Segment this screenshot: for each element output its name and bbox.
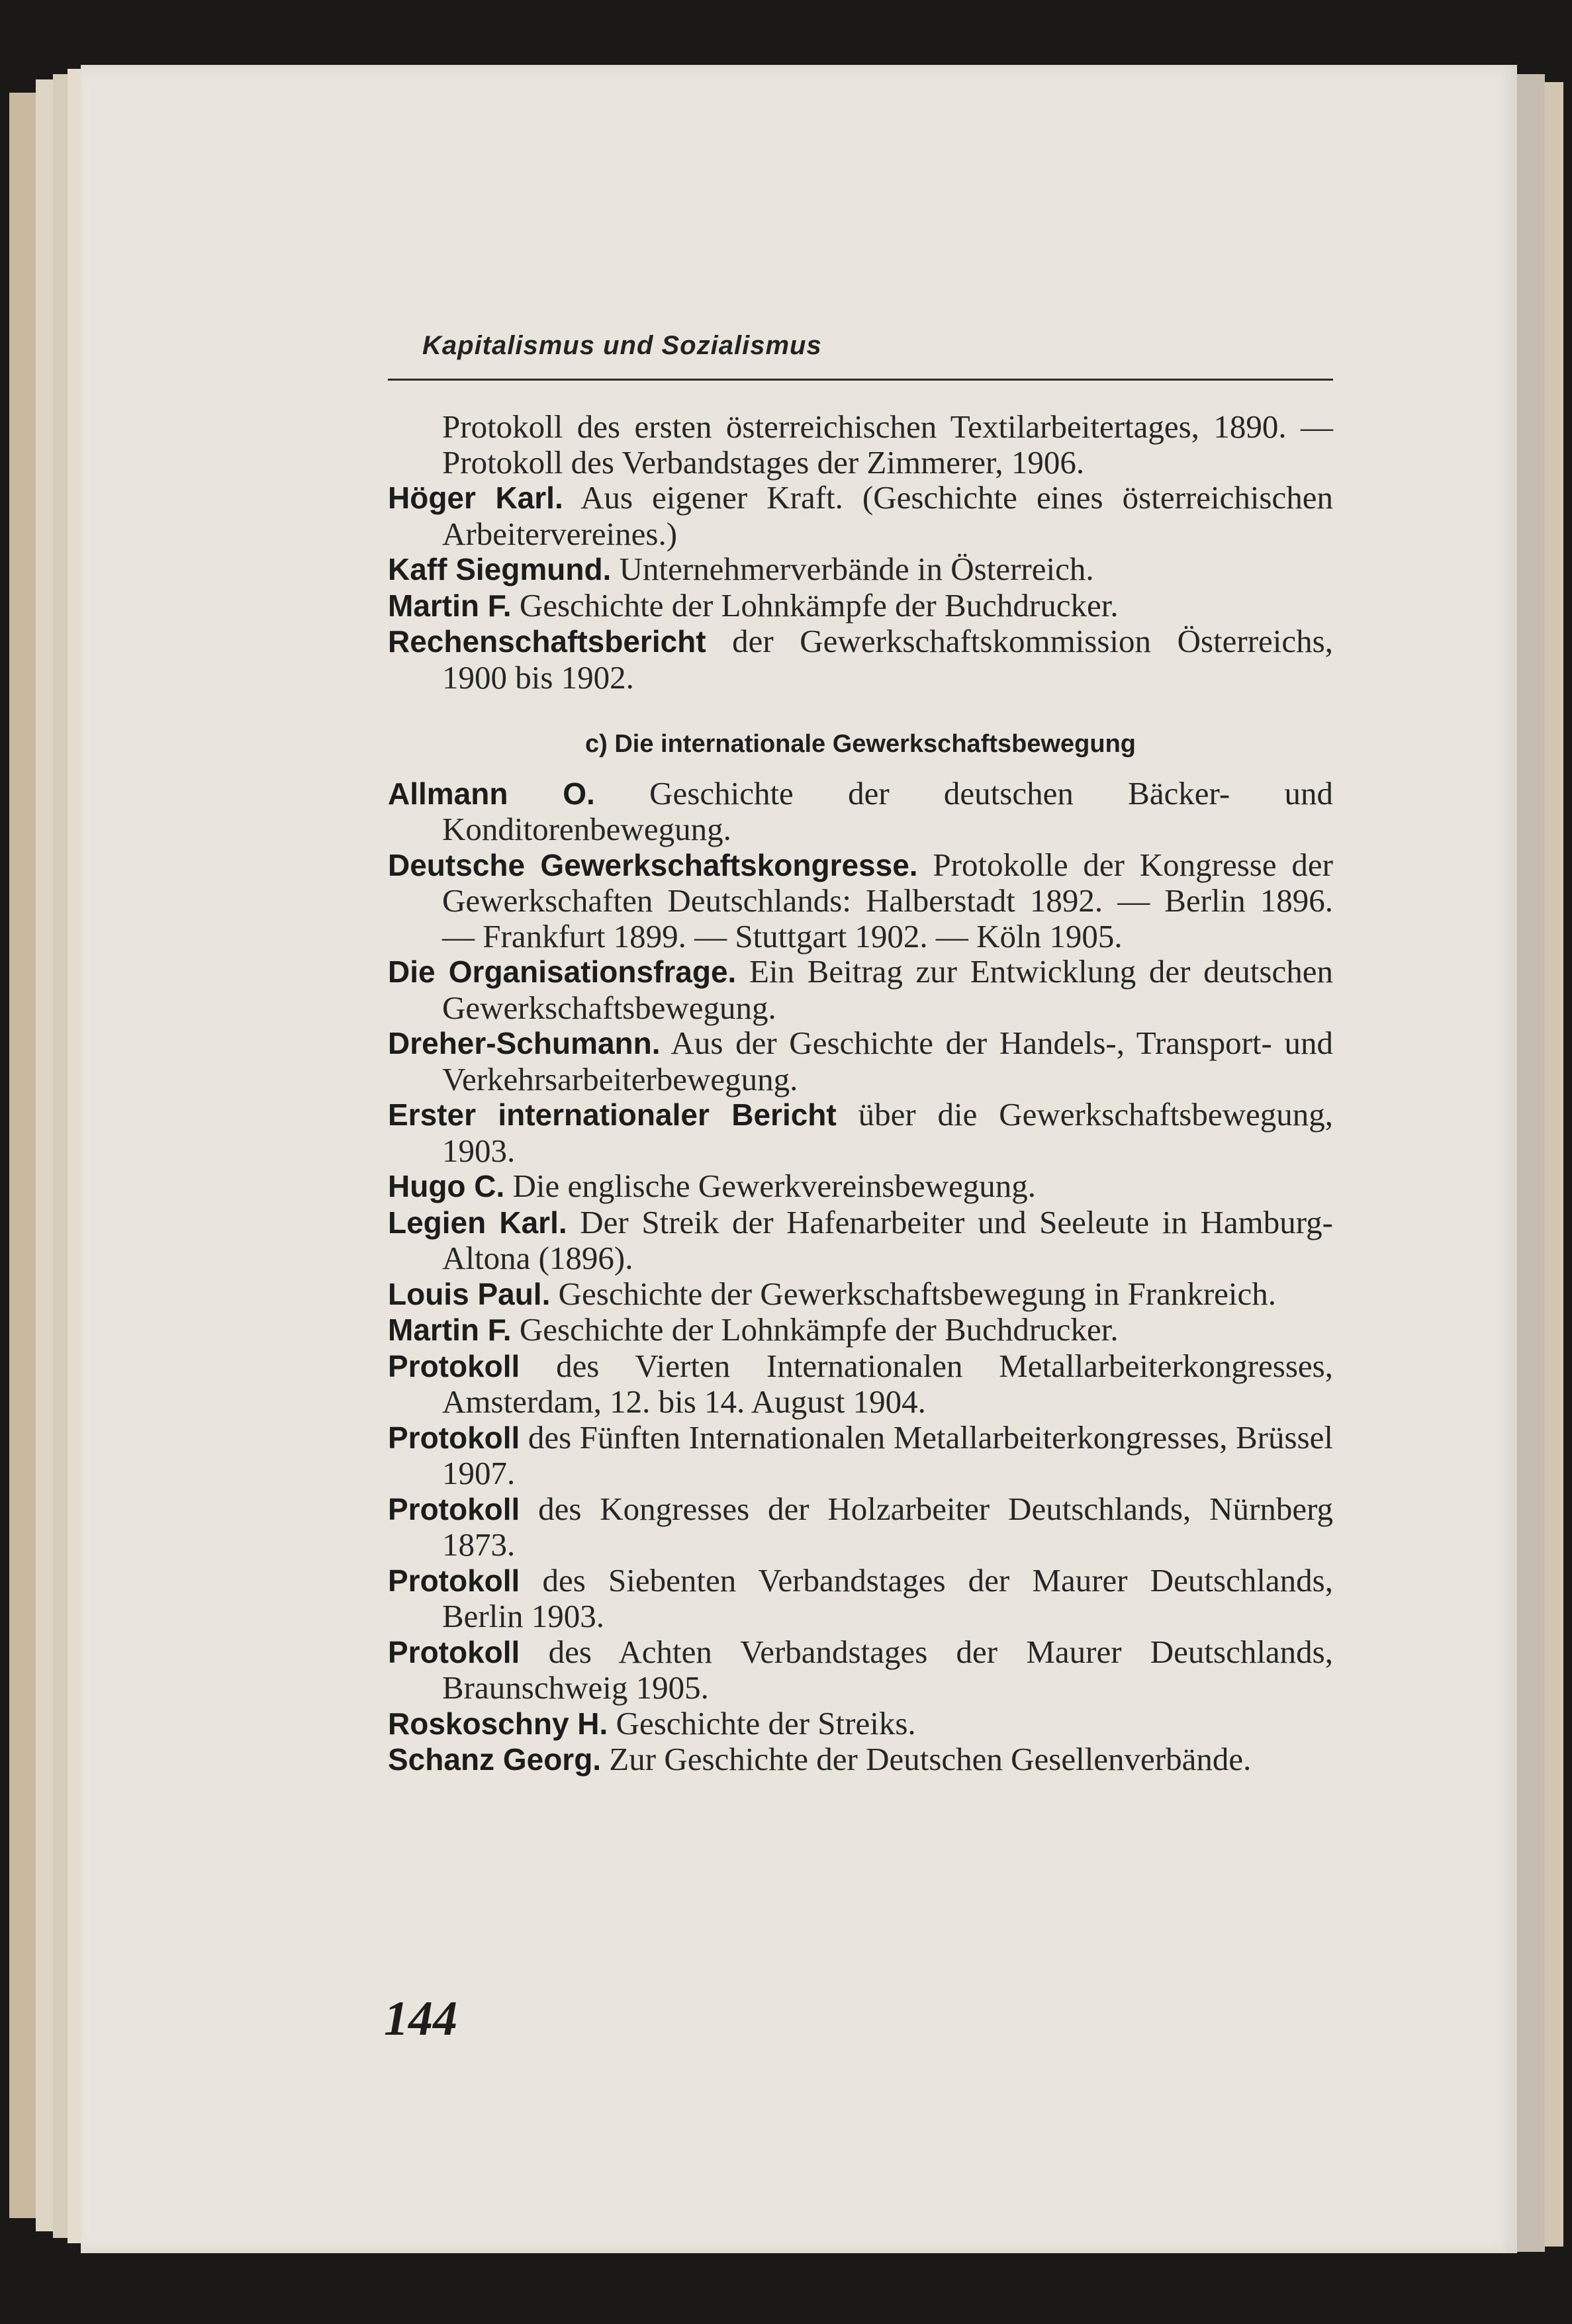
book-edge — [53, 74, 68, 2238]
bib-entry — [388, 1491, 1333, 1563]
book-edge-right — [1545, 82, 1563, 2247]
bib-entry — [388, 480, 1333, 551]
entry-text: Geschichte der deutschen Bäcker- und Konditorenbewegung. — [442, 774, 1333, 847]
bib-entry — [388, 551, 1333, 588]
entry-text: Protokolle der Kongresse der Gewerkschaften Deutschlands: Halberstadt 1892. — Berlin 1896. — Frankfurt 1899. — Stuttgart 1902. — Köln 1905. — [442, 846, 1333, 954]
entry-author: Hugo C. — [388, 1169, 505, 1203]
entry-author: Schanz Georg. — [388, 1742, 602, 1777]
entry-text: Geschichte der Gewerkschaftsbewegung in Frankreich. — [558, 1275, 1277, 1312]
book-edge — [9, 93, 36, 2218]
bib-entry — [388, 1634, 1333, 1706]
entry-author: Legien Karl. — [388, 1205, 567, 1240]
entry-text: Geschichte der Streiks. — [616, 1704, 916, 1742]
entry-text: Zur Geschichte der Deutschen Gesellenverbände. — [609, 1741, 1252, 1777]
entry-author: Martin F. — [388, 588, 512, 623]
entry-author: Erster internationaler Bericht — [388, 1097, 837, 1132]
entry-author: Kaff Siegmund. — [388, 552, 612, 586]
entry-author: Die Organisationsfrage. — [388, 954, 737, 989]
entry-text: Ein Beitrag zur Entwicklung der deutschen Gewerkschaftsbewegung. — [442, 953, 1333, 1026]
book-edge — [36, 79, 53, 2231]
entry-author: Protokoll — [388, 1634, 520, 1669]
entry-author: Deutsche Gewerkschaftskongresse. — [388, 847, 918, 882]
running-header: Kapitalismus und Sozialismus — [422, 331, 822, 360]
bib-entry — [388, 588, 1333, 624]
entry-text: des Fünften Internationalen Metallarbeiterkongresses, Brüssel 1907. — [442, 1418, 1334, 1491]
section-heading: c) Die internationale Gewerkschaftsbewegung — [585, 730, 1136, 758]
entry-author: Dreher-Schumann. — [388, 1026, 661, 1060]
bib-entry — [388, 1563, 1333, 1634]
bib-entry — [388, 1276, 1333, 1313]
bib-entry — [388, 776, 1333, 847]
bib-entry — [388, 1742, 1333, 1778]
entry-author: Rechenschaftsbericht — [388, 624, 706, 659]
header-rule — [388, 379, 1333, 381]
entry-text: des Achten Verbandstages der Maurer Deutschlands, Braunschweig 1905. — [442, 1633, 1333, 1706]
entry-author: Protokoll — [388, 1348, 520, 1383]
bib-entry — [388, 624, 1333, 695]
entry-author: Allmann O. — [388, 776, 595, 811]
entry-text: der Gewerkschaftskommission Österreichs, 1900 bis 1902. — [442, 623, 1333, 696]
bib-entry — [388, 1312, 1333, 1348]
entry-author: Protokoll — [388, 1491, 520, 1526]
book-edge — [68, 69, 81, 2243]
bib-entry — [388, 1097, 1333, 1168]
bib-entry — [388, 1205, 1333, 1276]
entry-author: Roskoschny H. — [388, 1706, 608, 1741]
entry-author: Protokoll — [388, 1563, 520, 1598]
bib-entry — [388, 1025, 1333, 1097]
entry-text: Aus der Geschichte der Handels-, Transport- und Verkehrsarbeiterbewegung. — [442, 1025, 1333, 1097]
bib-entry — [388, 1706, 1333, 1742]
entry-text: Protokoll des ersten österreichischen Textilarbeitertages, 1890. — Protokoll des Verbandstages der Zimmerer, 1906. — [442, 408, 1333, 481]
entry-text: des Kongresses der Holzarbeiter Deutschlands, Nürnberg 1873. — [442, 1490, 1333, 1563]
entry-author: Louis Paul. — [388, 1276, 551, 1311]
entry-author: Protokoll — [388, 1420, 520, 1455]
entry-text: Unternehmerverbände in Österreich. — [619, 551, 1094, 587]
bib-entry — [388, 847, 1333, 954]
entry-text: über die Gewerkschaftsbewegung, 1903. — [442, 1096, 1334, 1169]
page-number: 144 — [384, 1992, 457, 2046]
entry-text: Geschichte der Lohnkämpfe der Buchdrucker. — [519, 586, 1119, 624]
entry-text: Aus eigener Kraft. (Geschichte eines österreichischen Arbeitervereines.) — [442, 479, 1334, 552]
entry-text: Die englische Gewerkvereinsbewegung. — [512, 1168, 1037, 1204]
bib-entry — [388, 1420, 1333, 1491]
entry-text: des Vierten Internationalen Metallarbeiterkongresses, Amsterdam, 12. bis 14. August 1904. — [442, 1347, 1333, 1420]
bibliography — [388, 409, 1333, 1778]
book-edge-right — [1517, 74, 1545, 2252]
bib-entry — [388, 1348, 1333, 1420]
bib-entry — [388, 954, 1333, 1025]
entry-text: des Siebenten Verbandstages der Maurer Deutschlands, Berlin 1903. — [442, 1561, 1333, 1634]
entry-author: Höger Karl. — [388, 481, 563, 515]
bib-entry — [388, 409, 1333, 480]
entry-text: Der Streik der Hafenarbeiter und Seeleute in Hamburg-Altona (1896). — [442, 1203, 1333, 1276]
entry-text: Geschichte der Lohnkämpfe der Buchdrucker. — [519, 1311, 1119, 1348]
bib-entry — [388, 1168, 1333, 1205]
entry-author: Martin F. — [388, 1313, 512, 1347]
